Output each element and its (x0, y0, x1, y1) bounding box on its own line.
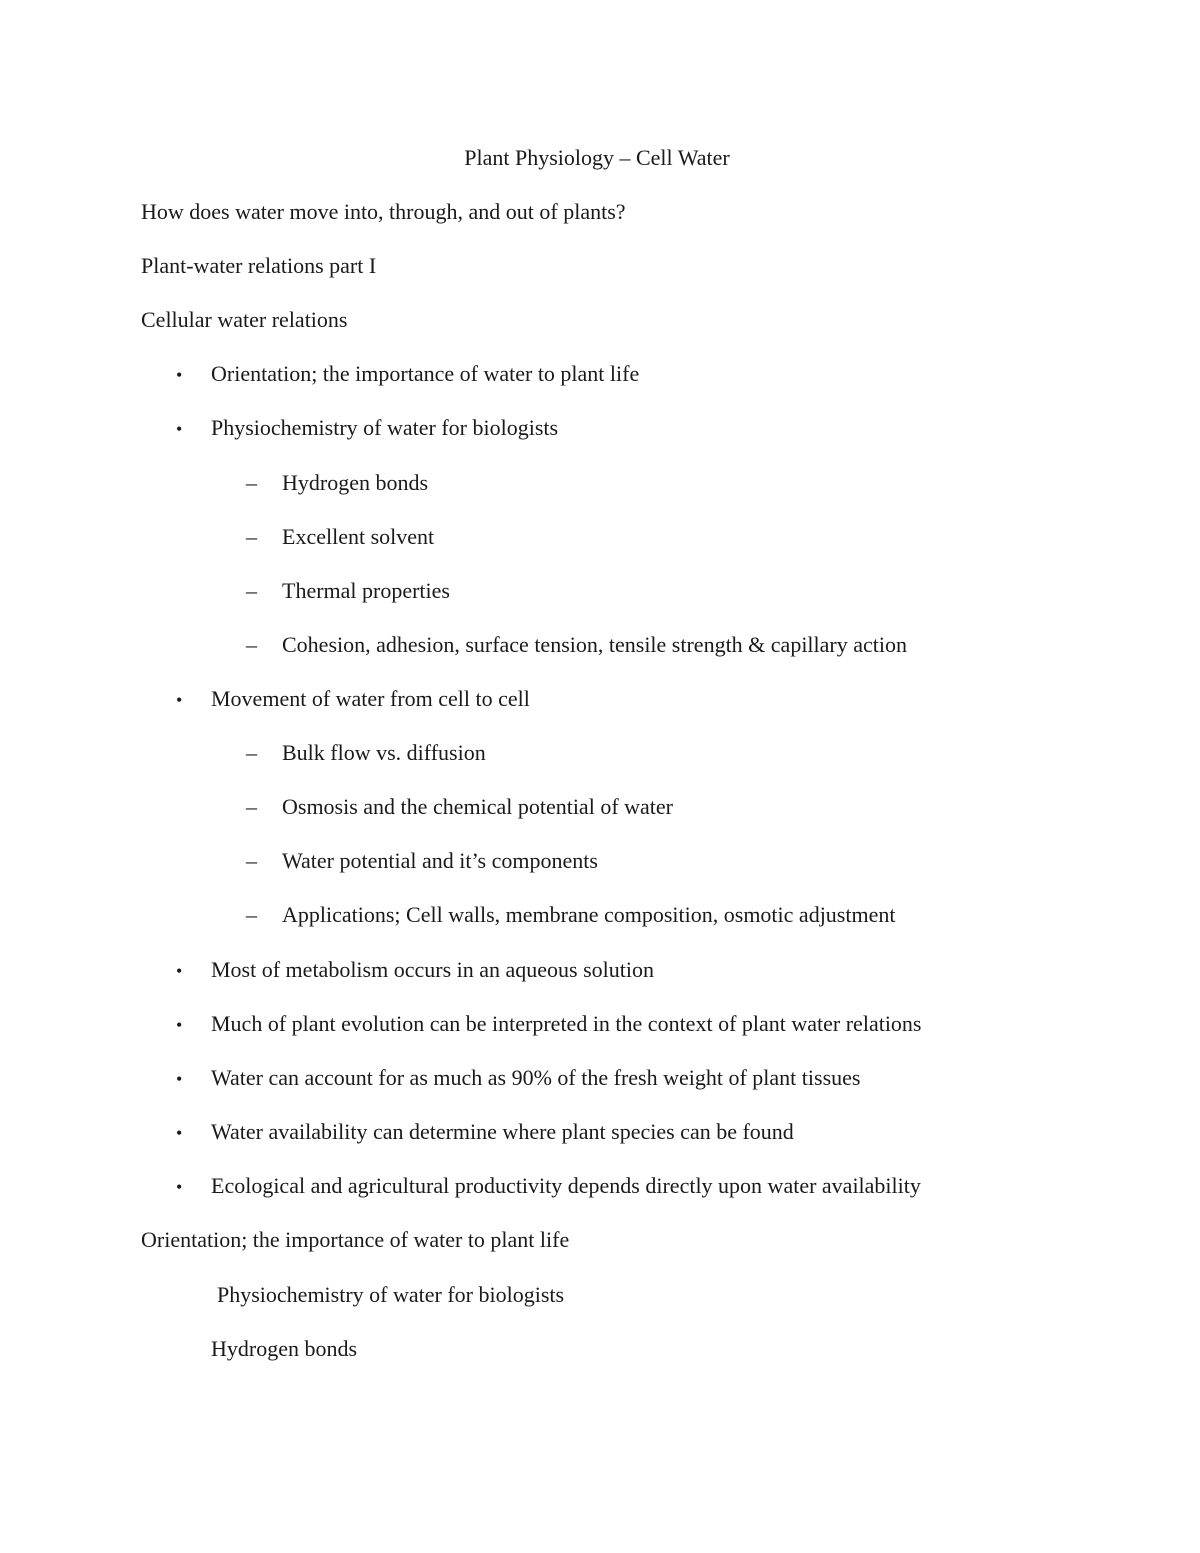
page-title: Plant Physiology – Cell Water (464, 145, 730, 170)
bullet-icon: • (176, 365, 183, 385)
dash-icon: – (246, 470, 257, 495)
list-item-text: Water can account for as much as 90% of the fresh weight of plant tissues (211, 1065, 861, 1090)
dash-icon: – (246, 740, 257, 765)
hydrogen-bonds-heading: Hydrogen bonds (211, 1336, 358, 1361)
list-item-text: Physiochemistry of water for biologists (211, 415, 559, 440)
list-item-text: Movement of water from cell to cell (211, 686, 530, 711)
physiochemistry-heading: Physiochemistry of water for biologists (217, 1282, 565, 1307)
list-item-text: Most of metabolism occurs in an aqueous solution (211, 957, 654, 982)
part-heading: Plant-water relations part I (141, 253, 377, 278)
intro-question: How does water move into, through, and out of plants? (141, 199, 626, 224)
bullet-icon: • (176, 1015, 183, 1035)
sub-list-item-text: Cohesion, adhesion, surface tension, tensile strength & capillary action (282, 632, 908, 657)
list-item-text: Orientation; the importance of water to plant life (211, 361, 640, 386)
list-item-text: Ecological and agricultural productivity depends directly upon water availability (211, 1173, 921, 1198)
sub-list-item-text: Excellent solvent (282, 524, 435, 549)
dash-icon: – (246, 794, 257, 819)
dash-icon: – (246, 632, 257, 657)
bullet-icon: • (176, 961, 183, 981)
dash-icon: – (246, 524, 257, 549)
dash-icon: – (246, 848, 257, 873)
sub-list-item-text: Bulk flow vs. diffusion (282, 740, 486, 765)
orientation-heading: Orientation; the importance of water to plant life (141, 1227, 570, 1252)
bullet-icon: • (176, 690, 183, 710)
bullet-icon: • (176, 1123, 183, 1143)
dash-icon: – (246, 578, 257, 603)
list-item-text: Much of plant evolution can be interpreted in the context of plant water relations (211, 1011, 922, 1036)
bullet-icon: • (176, 1177, 183, 1197)
sub-list-item-text: Osmosis and the chemical potential of water (282, 794, 673, 819)
sub-list-item-text: Applications; Cell walls, membrane composition, osmotic adjustment (282, 902, 896, 927)
sub-list-item-text: Hydrogen bonds (282, 470, 429, 495)
list-item-text: Water availability can determine where plant species can be found (211, 1119, 794, 1144)
sub-list-item-text: Thermal properties (282, 578, 450, 603)
bullet-icon: • (176, 419, 183, 439)
section-heading: Cellular water relations (141, 307, 348, 332)
bullet-icon: • (176, 1069, 183, 1089)
sub-list-item-text: Water potential and it’s components (282, 848, 598, 873)
dash-icon: – (246, 902, 257, 927)
